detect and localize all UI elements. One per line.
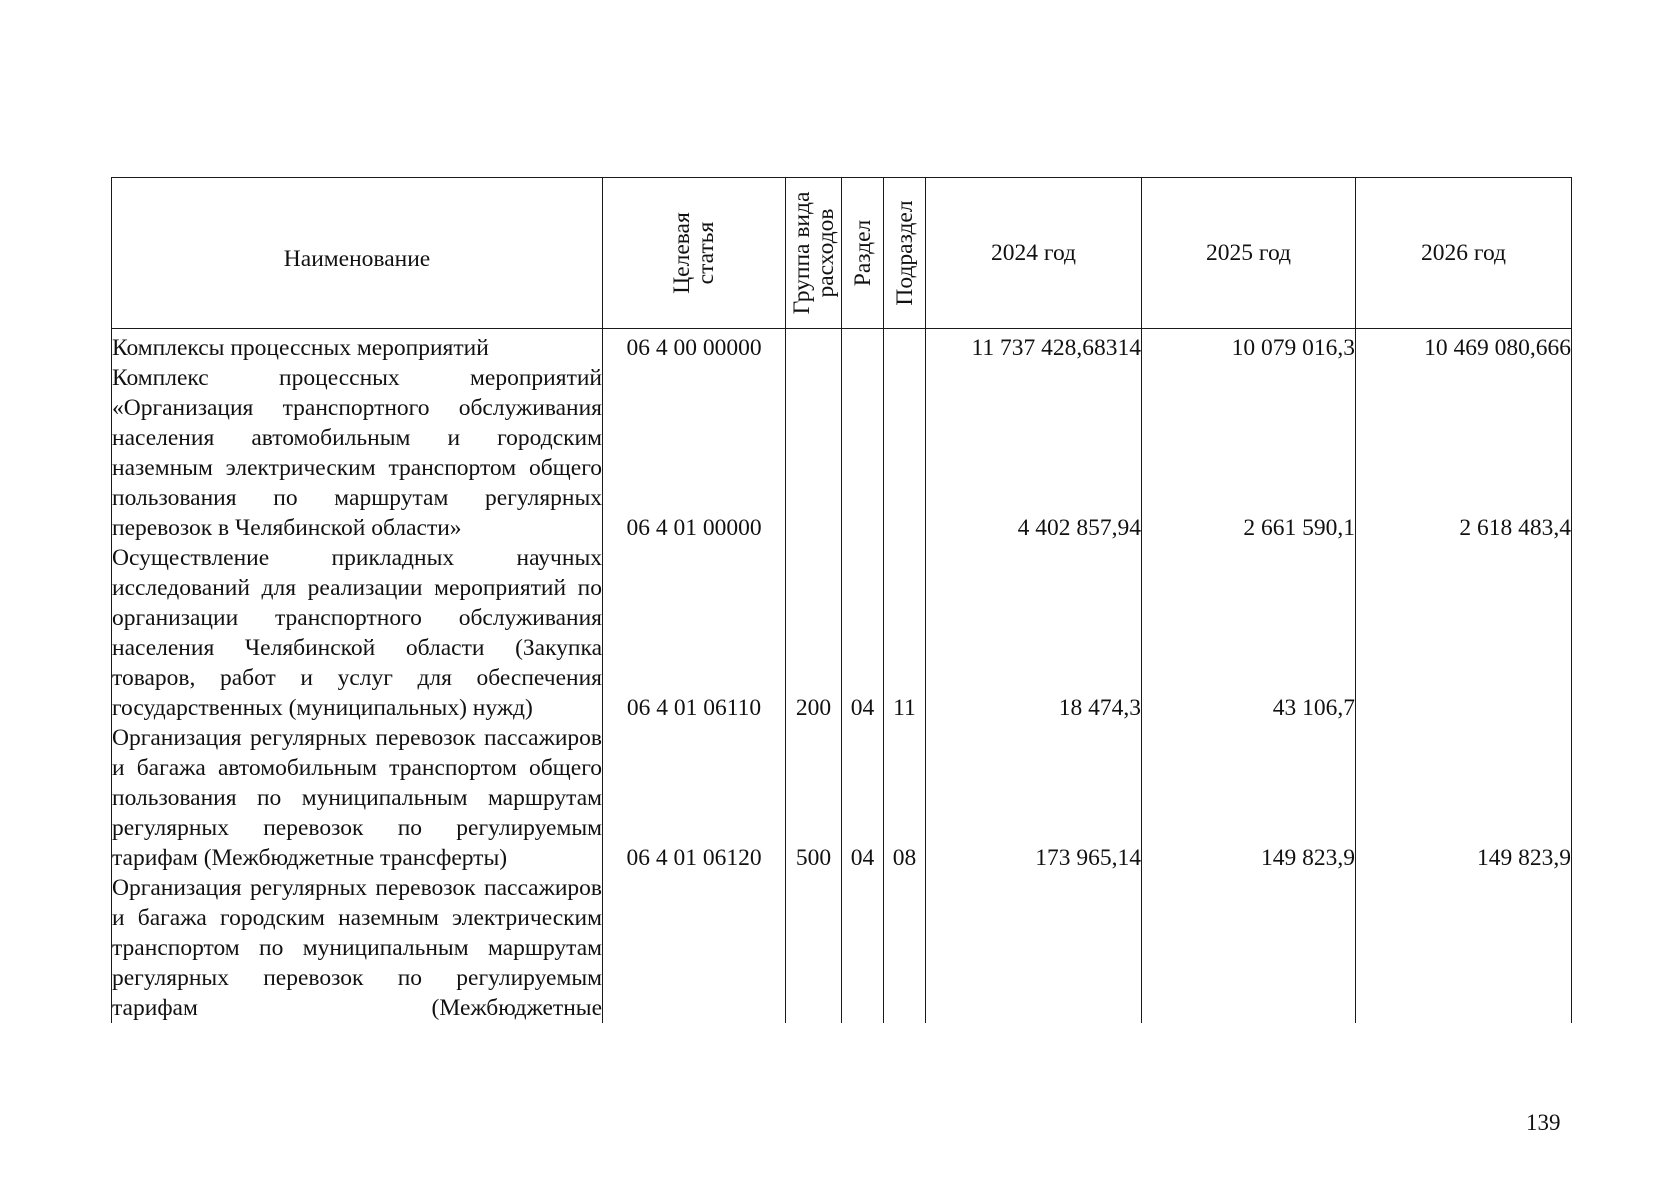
header-name: Наименование <box>112 178 603 329</box>
row-code: 06 4 01 00000 <box>603 363 786 543</box>
header-2025: 2025 год <box>1142 178 1356 329</box>
page-number: 139 <box>1526 1110 1561 1135</box>
row-2024: 4 402 857,94 <box>926 363 1142 543</box>
row-group <box>786 329 842 364</box>
row-section: 04 <box>842 723 884 873</box>
row-name: Организация регулярных перевозок пассажиров и багажа автомобильным транспортом общего пользования по муниципальным маршрутам регулярных перевозок по регулируемым тарифам (Межбюджетные трансферты) <box>112 725 602 871</box>
row-2024: 18 474,3 <box>926 543 1142 723</box>
table-header-row <box>112 178 1572 329</box>
row-2025: 10 079 016,3 <box>1142 329 1356 364</box>
row-2025 <box>1142 873 1356 1023</box>
row-code: 06 4 01 06110 <box>603 543 786 723</box>
row-subsection <box>884 329 926 364</box>
table-row <box>112 363 1572 543</box>
row-code: 06 4 01 06120 <box>603 723 786 873</box>
row-2024 <box>926 873 1142 1023</box>
row-subsection: 08 <box>884 723 926 873</box>
row-2025: 2 661 590,1 <box>1142 363 1356 543</box>
row-2025: 149 823,9 <box>1142 723 1356 873</box>
row-subsection <box>884 363 926 543</box>
row-subsection: 11 <box>884 543 926 723</box>
row-code: 06 4 00 00000 <box>603 329 786 364</box>
row-2025: 43 106,7 <box>1142 543 1356 723</box>
row-name: Организация регулярных перевозок пассажиров и багажа городским наземным электрическим транспортом по муниципальным маршрутам регулярных перевозок по регулируемым тарифам (Межбюджетные <box>112 875 602 1021</box>
header-target-article: Целевая статья <box>603 178 786 329</box>
header-subsection: Подраздел <box>884 178 926 329</box>
row-subsection <box>884 873 926 1023</box>
row-section <box>842 363 884 543</box>
table-row <box>112 723 1572 873</box>
row-name: Комплекс процессных мероприятий «Организация транспортного обслуживания населения автомобильным и городским наземным электрическим транспортом общего пользования по маршрутам регулярных перевозок в Челябинской области» <box>112 365 602 541</box>
table-row <box>112 873 1572 1023</box>
table-row <box>112 543 1572 723</box>
table-row <box>112 329 1572 364</box>
header-2026: 2026 год <box>1356 178 1572 329</box>
row-group <box>786 363 842 543</box>
row-2026: 149 823,9 <box>1356 723 1572 873</box>
row-name: Комплексы процессных мероприятий <box>112 329 603 364</box>
row-section: 04 <box>842 543 884 723</box>
row-2024: 11 737 428,68314 <box>926 329 1142 364</box>
row-group: 200 <box>786 543 842 723</box>
row-2026 <box>1356 873 1572 1023</box>
row-group: 500 <box>786 723 842 873</box>
row-2024: 173 965,14 <box>926 723 1142 873</box>
header-section: Раздел <box>842 178 884 329</box>
row-2026: 10 469 080,666 <box>1356 329 1572 364</box>
budget-table <box>111 177 1572 1023</box>
header-expense-group: Группа вида расходов <box>786 178 842 329</box>
row-group <box>786 873 842 1023</box>
row-section <box>842 329 884 364</box>
row-2026: 2 618 483,4 <box>1356 363 1572 543</box>
row-code <box>603 873 786 1023</box>
row-name: Осуществление прикладных научных исследований для реализации мероприятий по организации транспортного обслуживания населения Челябинской области (Закупка товаров, работ и услуг для обеспечения государственных (муниципальных) нужд) <box>112 545 602 721</box>
header-2024: 2024 год <box>926 178 1142 329</box>
row-2026 <box>1356 543 1572 723</box>
row-section <box>842 873 884 1023</box>
